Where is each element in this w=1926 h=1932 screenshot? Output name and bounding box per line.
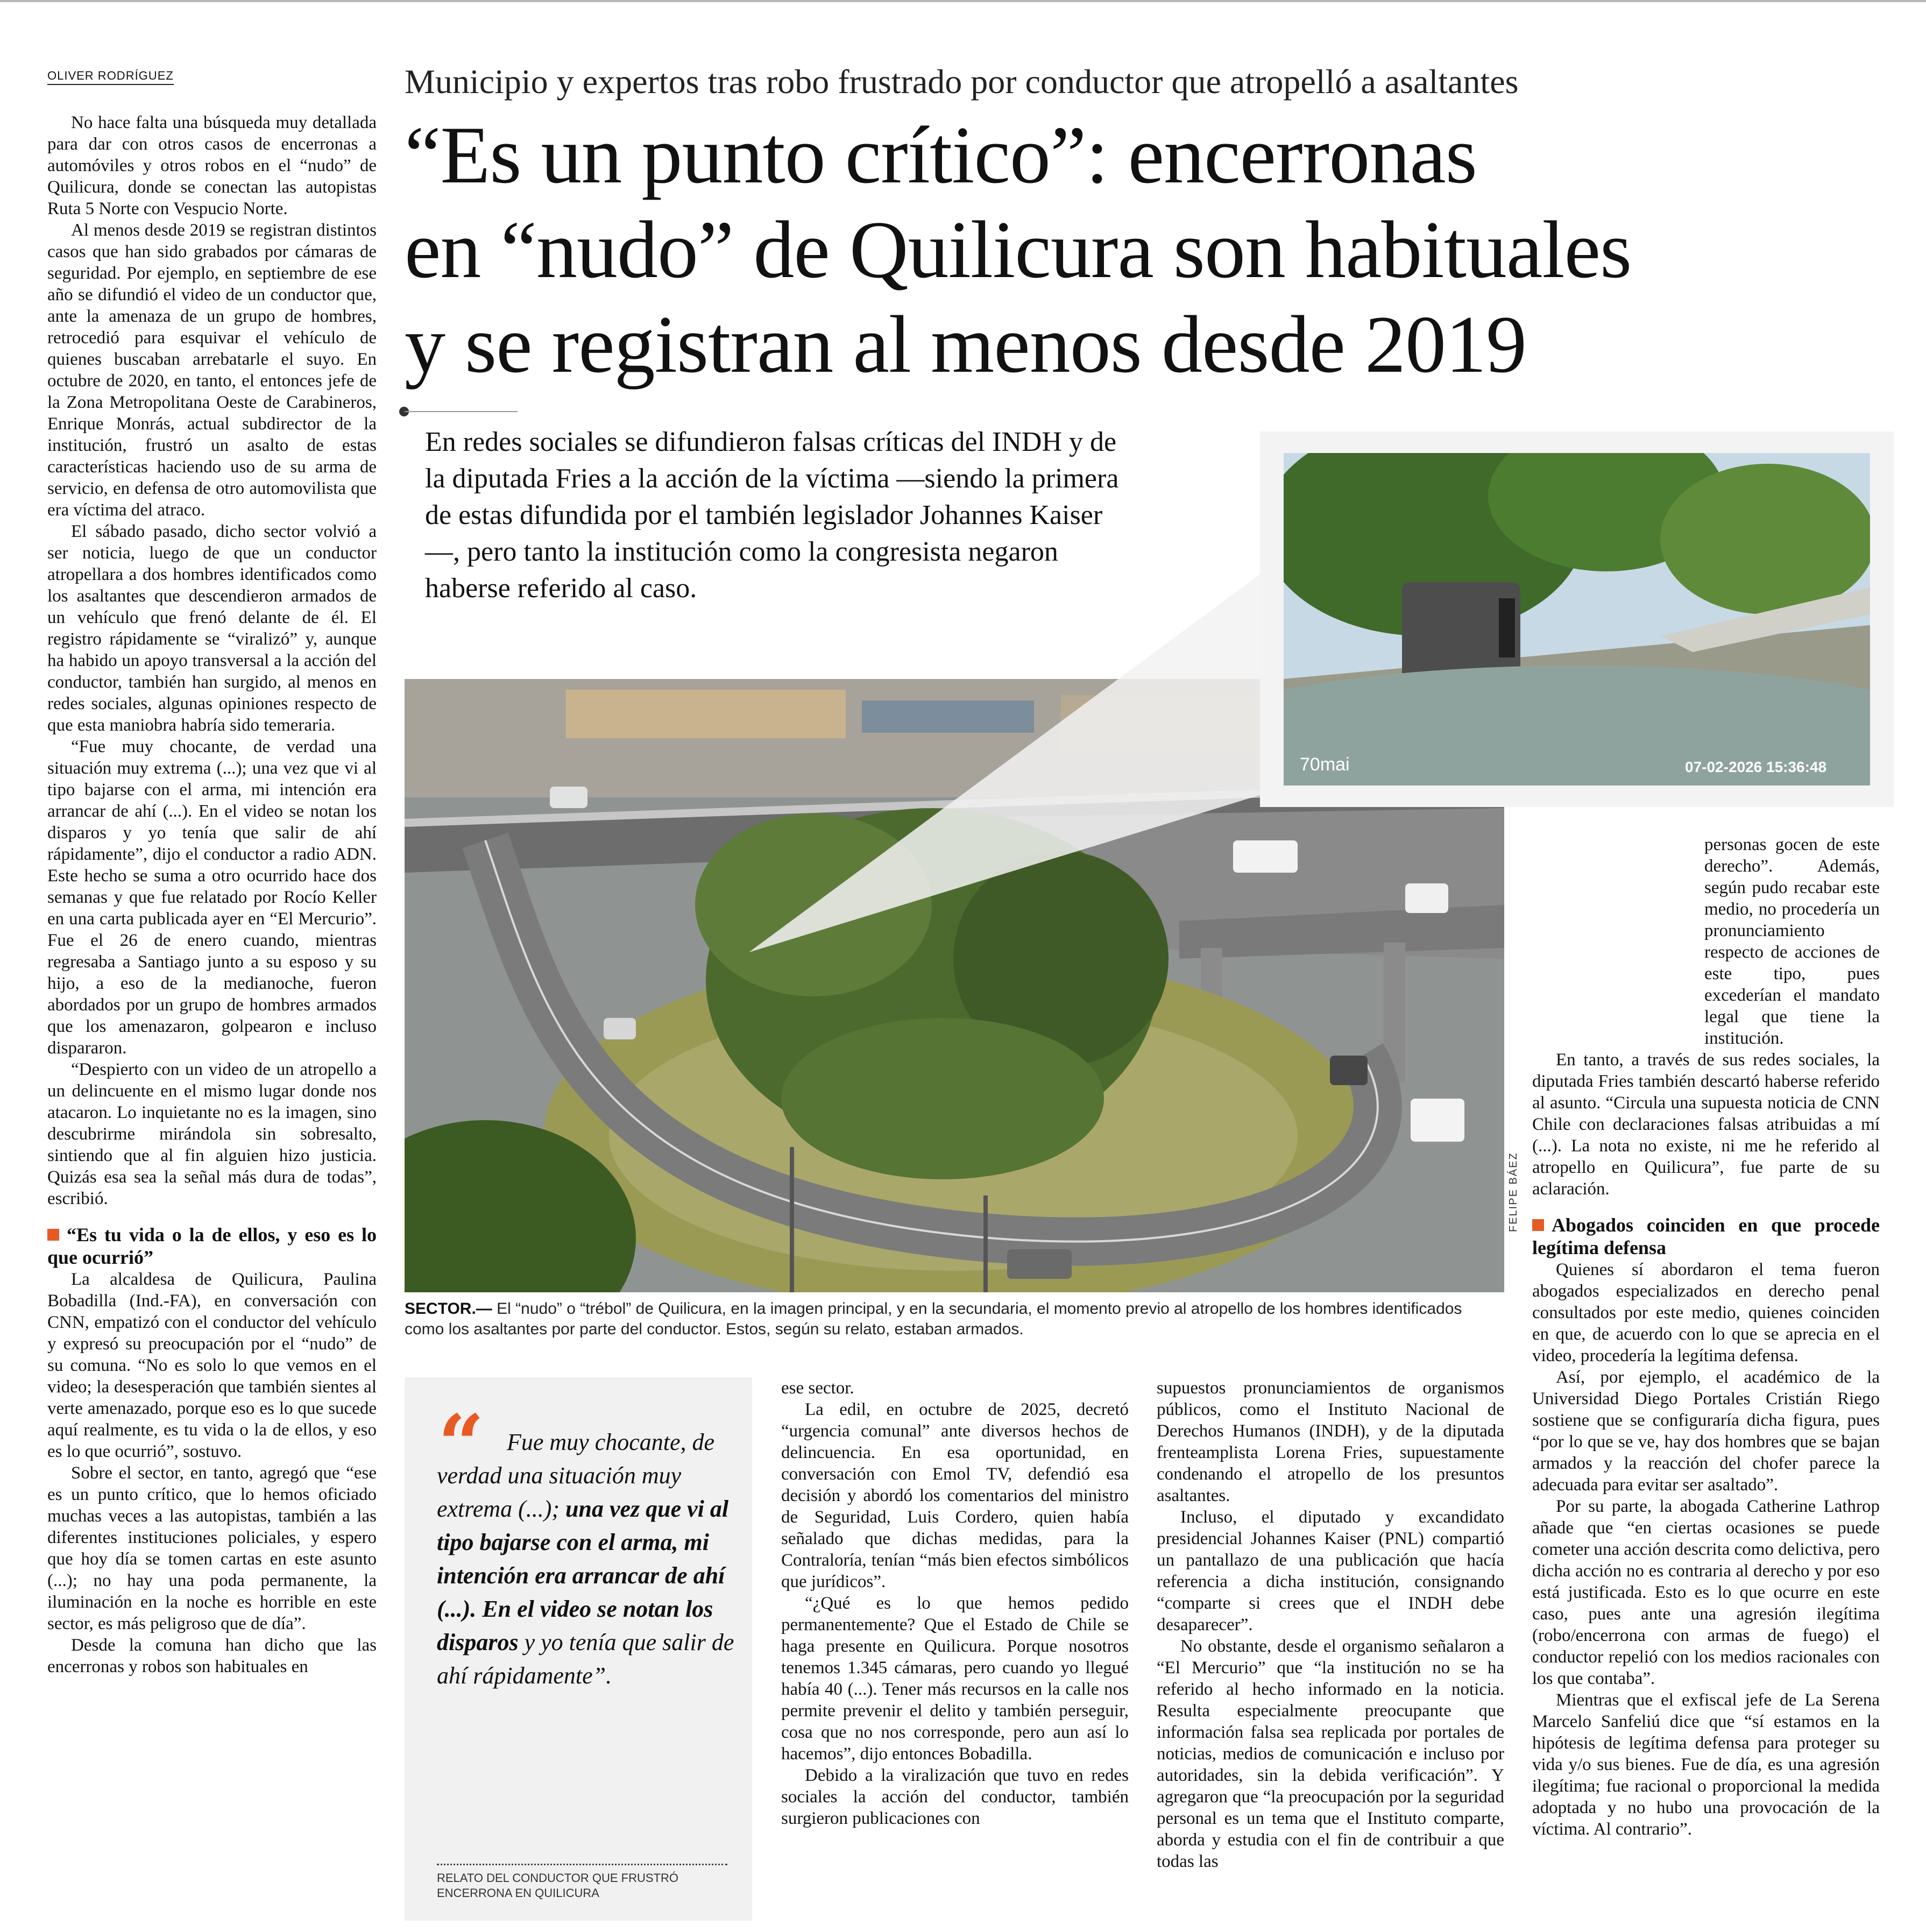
inset-photo-frame: [1260, 431, 1894, 807]
quote-part-1: Fue muy chocante, de verdad una situación muy extrema (...);: [437, 1429, 715, 1522]
quote-part-3: y yo tenía que salir de ahí rápidamente”.: [437, 1629, 734, 1689]
paragraph: La alcaldesa de Quilicura, Paulina Bobadilla (Ind.-FA), en conversación con CNN, empatizó con el conductor del vehículo y expresó su preocupación por el “nudo” de su comuna. “No es solo lo que vemos en el video; la desesperación que también sientes al verte amenazado, porque eso es lo que sucede aquí realmente, es tu vida o la de ellos, y eso es lo que ocurrió”, sostuvo.: [47, 1270, 377, 1461]
dashcam-brand: 70mai: [1300, 754, 1350, 775]
dashcam-timestamp: 07-02-2026 15:36:48: [1685, 759, 1827, 775]
dashcam-photo: [1284, 453, 1870, 785]
photo-credit: FELIPE BÁEZ: [1507, 1152, 1519, 1232]
quote-part-2: una vez que vi al tipo bajarse con el arma, mi intención era arrancar de ahí (...). En el video se notan los disparos: [437, 1496, 729, 1655]
photo-caption: [405, 1299, 1504, 1340]
pull-quote-box: [405, 1377, 752, 1921]
kicker: Municipio y expertos tras robo frustrado por conductor que atropelló a asaltantes: [405, 62, 1519, 101]
paragraph: supuestos pronunciamientos de organismos públicos, como el Instituto Nacional de Derechos Humanos (INDH), y de la diputada frenteamplista Lorena Fries, supuestamente condenando el atropello de los presuntos asaltantes.: [1157, 1378, 1504, 1505]
column-5: [1532, 834, 1880, 1840]
paragraph: Debido a la viralización que tuvo en redes sociales la acción del conductor, también surgieron publicaciones con: [781, 1766, 1129, 1828]
square-bullet-icon: [1532, 1219, 1544, 1231]
subhead-1-text: “Es tu vida o la de ellos, y eso es lo que ocurrió”: [47, 1224, 377, 1268]
paragraph: El sábado pasado, dicho sector volvió a ser noticia, luego de que un conductor atropellara a dos hombres identificados como los asaltantes que descendieron armados de un vehículo que frenó delante de él. El registro rápidamente se “viralizó” y, aunque ha habido un apoyo transversal a la acción del conductor, también han surgido, al menos en redes sociales, algunas opiniones respecto de que esta maniobra habría sido temeraria.: [47, 522, 377, 735]
quote-mark-icon: “: [438, 1397, 485, 1492]
paragraph: No obstante, desde el organismo señalaron a “El Mercurio” que “la institución no se ha referido al hecho informado en la noticia. Resulta especialmente preocupante que información falsa sea replicada por portales de noticias, medios de comunicación e incluso por autoridades, sin la debida verificación”. Y agregaron que “la preocupación por la seguridad personal es un tema que el Instituto comparte, aborda y estudia con el fin de contribuir a que todas las: [1157, 1637, 1504, 1871]
paragraph: Quienes sí abordaron el tema fueron abogados especializados en derecho penal consultados por este medio, quienes coinciden en que, de acuerdo con lo que se aprecia en el video, procedería la legítima defensa.: [1532, 1260, 1880, 1365]
headline-line-1: “Es un punto crítico”: encerronas: [405, 110, 1477, 200]
inset-callout-wedge: [405, 565, 1330, 985]
author-byline: OLIVER RODRÍGUEZ: [47, 69, 174, 85]
paragraph: Así, por ejemplo, el académico de la Universidad Diego Portales Cristián Riego sostiene que se configuraría dicha figura, pues “por lo que se ve, hay dos hombres que se bajan armados y la reacción del chofer parece la adecuada para evitar ser asaltado”.: [1532, 1368, 1880, 1495]
paragraph: “Despierto con un video de un atropello a un delincuente en el mismo lugar donde nos atacaron. Lo inquietante no es la imagen, sino descubrirme mirándola sin sobresalto, sintiendo que al fin alguien hizo justicia. Quizás esa sea la señal más dura de todas”, escribió.: [47, 1060, 377, 1208]
headline-line-3: y se registran al menos desde 2019: [405, 299, 1527, 390]
paragraph: Al menos desde 2019 se registran distintos casos que han sido grabados por cámaras de seguridad. Por ejemplo, en septiembre de ese año se difundió el video de un conductor que, ante la amenaza de un grupo de hombres, retrocedió para esquivar el vehículo de quienes buscaban arrebatarle el suyo. En octubre de 2020, en tanto, el entonces jefe de la Zona Metropolitana Oeste de Carabineros, Enrique Monrás, actual subdirector de la institución, frustró un asalto de estas características haciendo uso de su arma de servicio, en defensa de otro automovilista que era víctima del atraco.: [47, 221, 377, 520]
paragraph: Sobre el sector, en tanto, agregó que “ese es un punto crítico, que lo hemos oficiado muchas veces a las autopistas, también a las diferentes instituciones policiales, y espero que hoy día se tomen cartas en este asunto (...); no hay una poda permanente, la iluminación en la noche es horrible en este sector, es más peligroso que de día”.: [47, 1463, 377, 1633]
deck: En redes sociales se difundieron falsas críticas del INDH y de la diputada Fries a la acción de la víctima —siendo la primera de estas difundida por el también legislador Johannes Kaiser—, pero tanto la institución como la congresista negaron haberse referido al caso.: [425, 427, 1119, 604]
quote-source: RELATO DEL CONDUCTOR QUE FRUSTRÓ ENCERRONA EN QUILICURA: [437, 1864, 727, 1901]
paragraph: “¿Qué es lo que hemos pedido permanentemente? Que el Estado de Chile se haga presente en Quilicura. Porque nosotros tenemos 1.345 cámaras, pero cuando yo llegué había 40 (...). Tener más recursos en la calle nos permite prevenir el delito y también perseguir, cosa que no nos corresponde, pero aun así lo hacemos”, dijo entonces Bobadilla.: [781, 1594, 1129, 1764]
separator-line: [405, 411, 518, 412]
pull-quote: [437, 1426, 738, 1693]
caption-label: SECTOR.—: [405, 1300, 492, 1318]
paragraph: La edil, en octubre de 2025, decretó “urgencia comunal” ante diversos hechos de delincuencia. En esa oportunidad, en conversación con Emol TV, defendió esa decisión y abordó los comentarios del ministro de Seguridad, Luis Cordero, quien había señalado que dichas medidas, para la Contraloría, tenían “más bien efectos simbólicos que jurídicos”.: [781, 1400, 1129, 1591]
square-bullet-icon: [47, 1229, 59, 1241]
paragraph: Mientras que el exfiscal jefe de La Serena Marcelo Sanfeliú dice que “sí estamos en la hipótesis de legítima defensa para proteger su vida y/o sus bienes. Fue de día, es una agresión ilegítima; fue racional o proporcional la medida adoptada y no hubo una provocación de la víctima. Al contrario”.: [1532, 1690, 1880, 1839]
subhead-2: [1532, 1214, 1880, 1259]
headline-line-2: en “nudo” de Quilicura son habituales: [405, 204, 1632, 295]
paragraph: personas gocen de este derecho”. Además, según pudo recabar este medio, no procedería un pronunciamiento respecto de acciones de este tipo, pues excederían el mandato legal que tiene la institución.: [1704, 835, 1880, 1048]
caption-text: El “nudo” o “trébol” de Quilicura, en la imagen principal, y en la secundaria, el momento previo al atropello de los hombres identificados como los asaltantes por parte del conductor. Estos, según su relato, estaban armados.: [405, 1300, 1462, 1338]
headline: [405, 108, 1857, 392]
top-rule: [0, 0, 1926, 2]
dashcam-image: [1284, 453, 1870, 785]
paragraph: “Fue muy chocante, de verdad una situación muy extrema (...); una vez que vi al tipo bajarse con el arma, mi intención era arrancar de ahí (...). En el video se notan los disparos y yo tenía que salir de ahí rápidamente”, dijo el conductor a radio ADN. Este hecho se suma a otro ocurrido hace dos semanas y que fue relatado por Rocío Keller en una carta publicada ayer en “El Mercurio”. Fue el 26 de enero cuando, mientras regresaba a Santiago junto a su esposo y su hijo, a eso de la medianoche, fueron abordados por un grupo de hombres armados que los amenazaron, golpearon e incluso dispararon.: [47, 737, 377, 1058]
paragraph: ese sector.: [781, 1378, 854, 1398]
paragraph: Desde la comuna han dicho que las encerronas y robos son habituales en: [47, 1636, 377, 1676]
column-3: [781, 1377, 1129, 1829]
paragraph: Incluso, el diputado y excandidato presidencial Johannes Kaiser (PNL) compartió un pantallazo de una publicación que hacía referencia a dicha institución, consignando “comparte si crees que el INDH debe desaparecer”.: [1157, 1508, 1504, 1634]
subhead-1: [47, 1223, 377, 1269]
paragraph: Por su parte, la abogada Catherine Lathrop añade que “en ciertas ocasiones se puede cometer una acción descrita como delictiva, pero dicha acción no es contraria al derecho y por eso está justificada. Esto es lo que ocurre en este caso, pues ante una agresión ilegítima (robo/encerrona con armas de fuego) el conductor repelió con los medios racionales con los que contaba”.: [1532, 1497, 1880, 1688]
subhead-2-text: Abogados coinciden en que procede legítima defensa: [1532, 1214, 1880, 1258]
paragraph: No hace falta una búsqueda muy detallada para dar con otros casos de encerronas a automóviles y otros robos en el “nudo” de Quilicura, donde se conectan las autopistas Ruta 5 Norte con Vespucio Norte.: [47, 113, 377, 218]
paragraph: En tanto, a través de sus redes sociales, la diputada Fries también descartó haberse referido al asunto. “Circula una supuesta noticia de CNN Chile con declaraciones falsas atribuidas a mí (...). La nota no existe, ni me he referido al atropello en Quilicura”, fue parte de su aclaración.: [1532, 1050, 1880, 1199]
column-1: [47, 112, 377, 1678]
column-4: [1157, 1377, 1504, 1872]
